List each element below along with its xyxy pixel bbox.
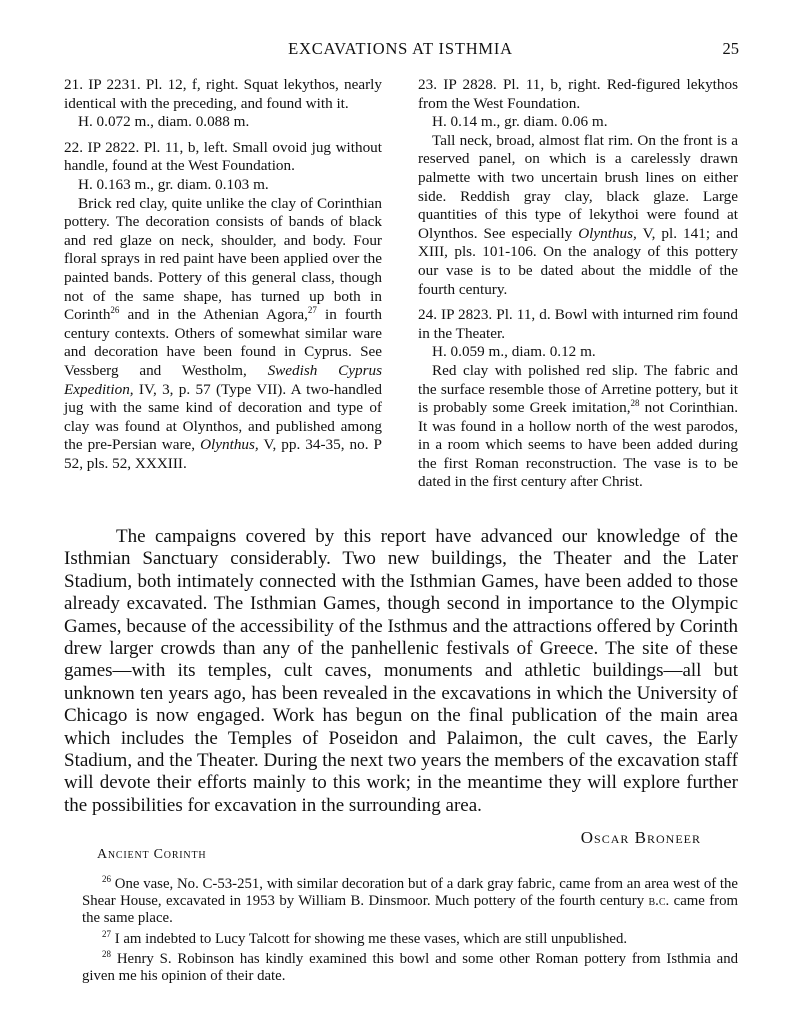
entry-24-description: Red clay with polished red slip. The fabric and the surface resemble those of Arretine pottery, but it is probably some Greek imitation,$^{28}$ not Corinthian. It was found in a hollow north of the west parodos, in a room which seems to have been added during the first Roman reconstruction. The vase is to be dated in the first century after Christ. (418, 361, 738, 491)
entry-24-measurements: H. 0.059 m., diam. 0.12 m. (432, 343, 596, 361)
footnote-26: $^{26}$ One vase, No. C-53-251, with similar decoration but of a dark gray fabric, came from an area west of the Shear House, excavated in 1953 by William B. Dinsmoor. Much pottery of the fourth century b.c. came from the same place. (82, 874, 738, 927)
entry-23-heading: 23. IP 2828. Pl. 11, b, right. Red-figured lekythos from the West Foundation. (418, 76, 738, 112)
catalog-entry-24 (418, 306, 738, 492)
footnote-ref-26[interactable]: 26 (110, 305, 120, 316)
footnote-28: $^{28}$ Henry S. Robinson has kindly examined this bowl and some other Roman pottery from Isthmia and given me his opinion of their date. (82, 948, 738, 985)
conclusion-paragraph: The campaigns covered by this report have advanced our knowledge of the Isthmian Sanctuary considerably. Two new buildings, the Theater and the Later Stadium, both intimately connected with the Isthmian Games, have been added to those already excavated. The Isthmian Games, though second in importance to the Olympic Games, because of the accessibility of the Isthmus and the attractions offered by Corinth drew larger crowds than any of the panhellenic festivals of Greece. The site of these games—with its temples, cult caves, monuments and athletic buildings—all but unknown ten years ago, has been revealed in the excavations in which the University of Chicago is now engaged. Work has begun on the final publication of the main area which includes the Temples of Poseidon and Palaimon, the cult caves, the Early Stadium, and the Theater. During the next two years the members of the excavation staff will devote their efforts mainly to this work; in the meantime they will explore further the possibilities for excavation in the surrounding area. (64, 526, 738, 816)
entry-21-heading: 21. IP 2231. Pl. 12, f, right. Squat lekythos, nearly identical with the preceding, and found with it. (64, 76, 382, 112)
entry-22-measurements: H. 0.163 m., gr. diam. 0.103 m. (78, 175, 269, 193)
catalog-entry-23 (418, 76, 738, 299)
entry-21-measurements: H. 0.072 m., diam. 0.088 m. (78, 113, 250, 131)
catalog-entry-22 (64, 139, 382, 474)
entry-23-description: Tall neck, broad, almost flat rim. On the front is a reserved panel, on which is a carelessly drawn palmette with two uncertain brush lines on either side. Reddish gray clay, black glaze. Large quantities of this type of lekythoi were found at Olynthos. See especially Olynthus, V, pl. 141; and XIII, pls. 101-106. On the analogy of this pottery our vase is to be dated about the middle of the fourth century. (418, 131, 738, 298)
page-number: 25 (722, 39, 739, 58)
entry-22-heading: 22. IP 2822. Pl. 11, b, left. Small ovoid jug without handle, found at the West Foundation. (64, 138, 382, 175)
entry-23-measurements: H. 0.14 m., gr. diam. 0.06 m. (432, 113, 608, 131)
footnote-27: $^{27}$ I am indebted to Lucy Talcott for showing me these vases, which are still unpublished. (102, 928, 628, 947)
running-title: EXCAVATIONS AT ISTHMIA (288, 39, 513, 58)
right-column (418, 76, 738, 499)
catalog-entry-21 (64, 76, 382, 132)
citation-olynthus: Olynthus, (578, 224, 637, 242)
author-location: Ancient Corinth (97, 847, 207, 862)
left-column (64, 76, 382, 480)
running-header (0, 37, 801, 61)
entry-22-description: Brick red clay, quite unlike the clay of Corinthian pottery. The decoration consists of bands of black and red glaze on neck, shoulder, and body. Four floral sprays in red paint have been applied over the painted bands. Pottery of this general class, though not of the same shape, has turned up both in Corinth$^{26}$ and in the Athenian Agora,$^{27}$ in fourth century contexts. Others of somewhat similar ware and decoration have been found in Cyprus. See Vessberg and Westholm, Swedish Cyprus Expedition, IV, 3, p. 57 (Type VII). A two-handled jug with the same kind of decoration and type of clay was found at Olynthos, and published among the pre-Persian ware, Olynthus, V, pp. 34-35, no. P 52, pls. 52, XXXIII. (64, 194, 383, 472)
citation-olynthus: Olynthus, (200, 436, 259, 454)
author-signature: Oscar Broneer (580, 828, 701, 847)
citation-title: Swedish Cyprus Expedition, (64, 361, 383, 398)
footnote-ref-27[interactable]: 27 (307, 305, 317, 316)
footnote-ref-28[interactable]: 28 (630, 398, 640, 409)
entry-24-heading: 24. IP 2823. Pl. 11, d. Bowl with inturned rim found in the Theater. (418, 306, 738, 342)
footnotes (82, 876, 738, 988)
